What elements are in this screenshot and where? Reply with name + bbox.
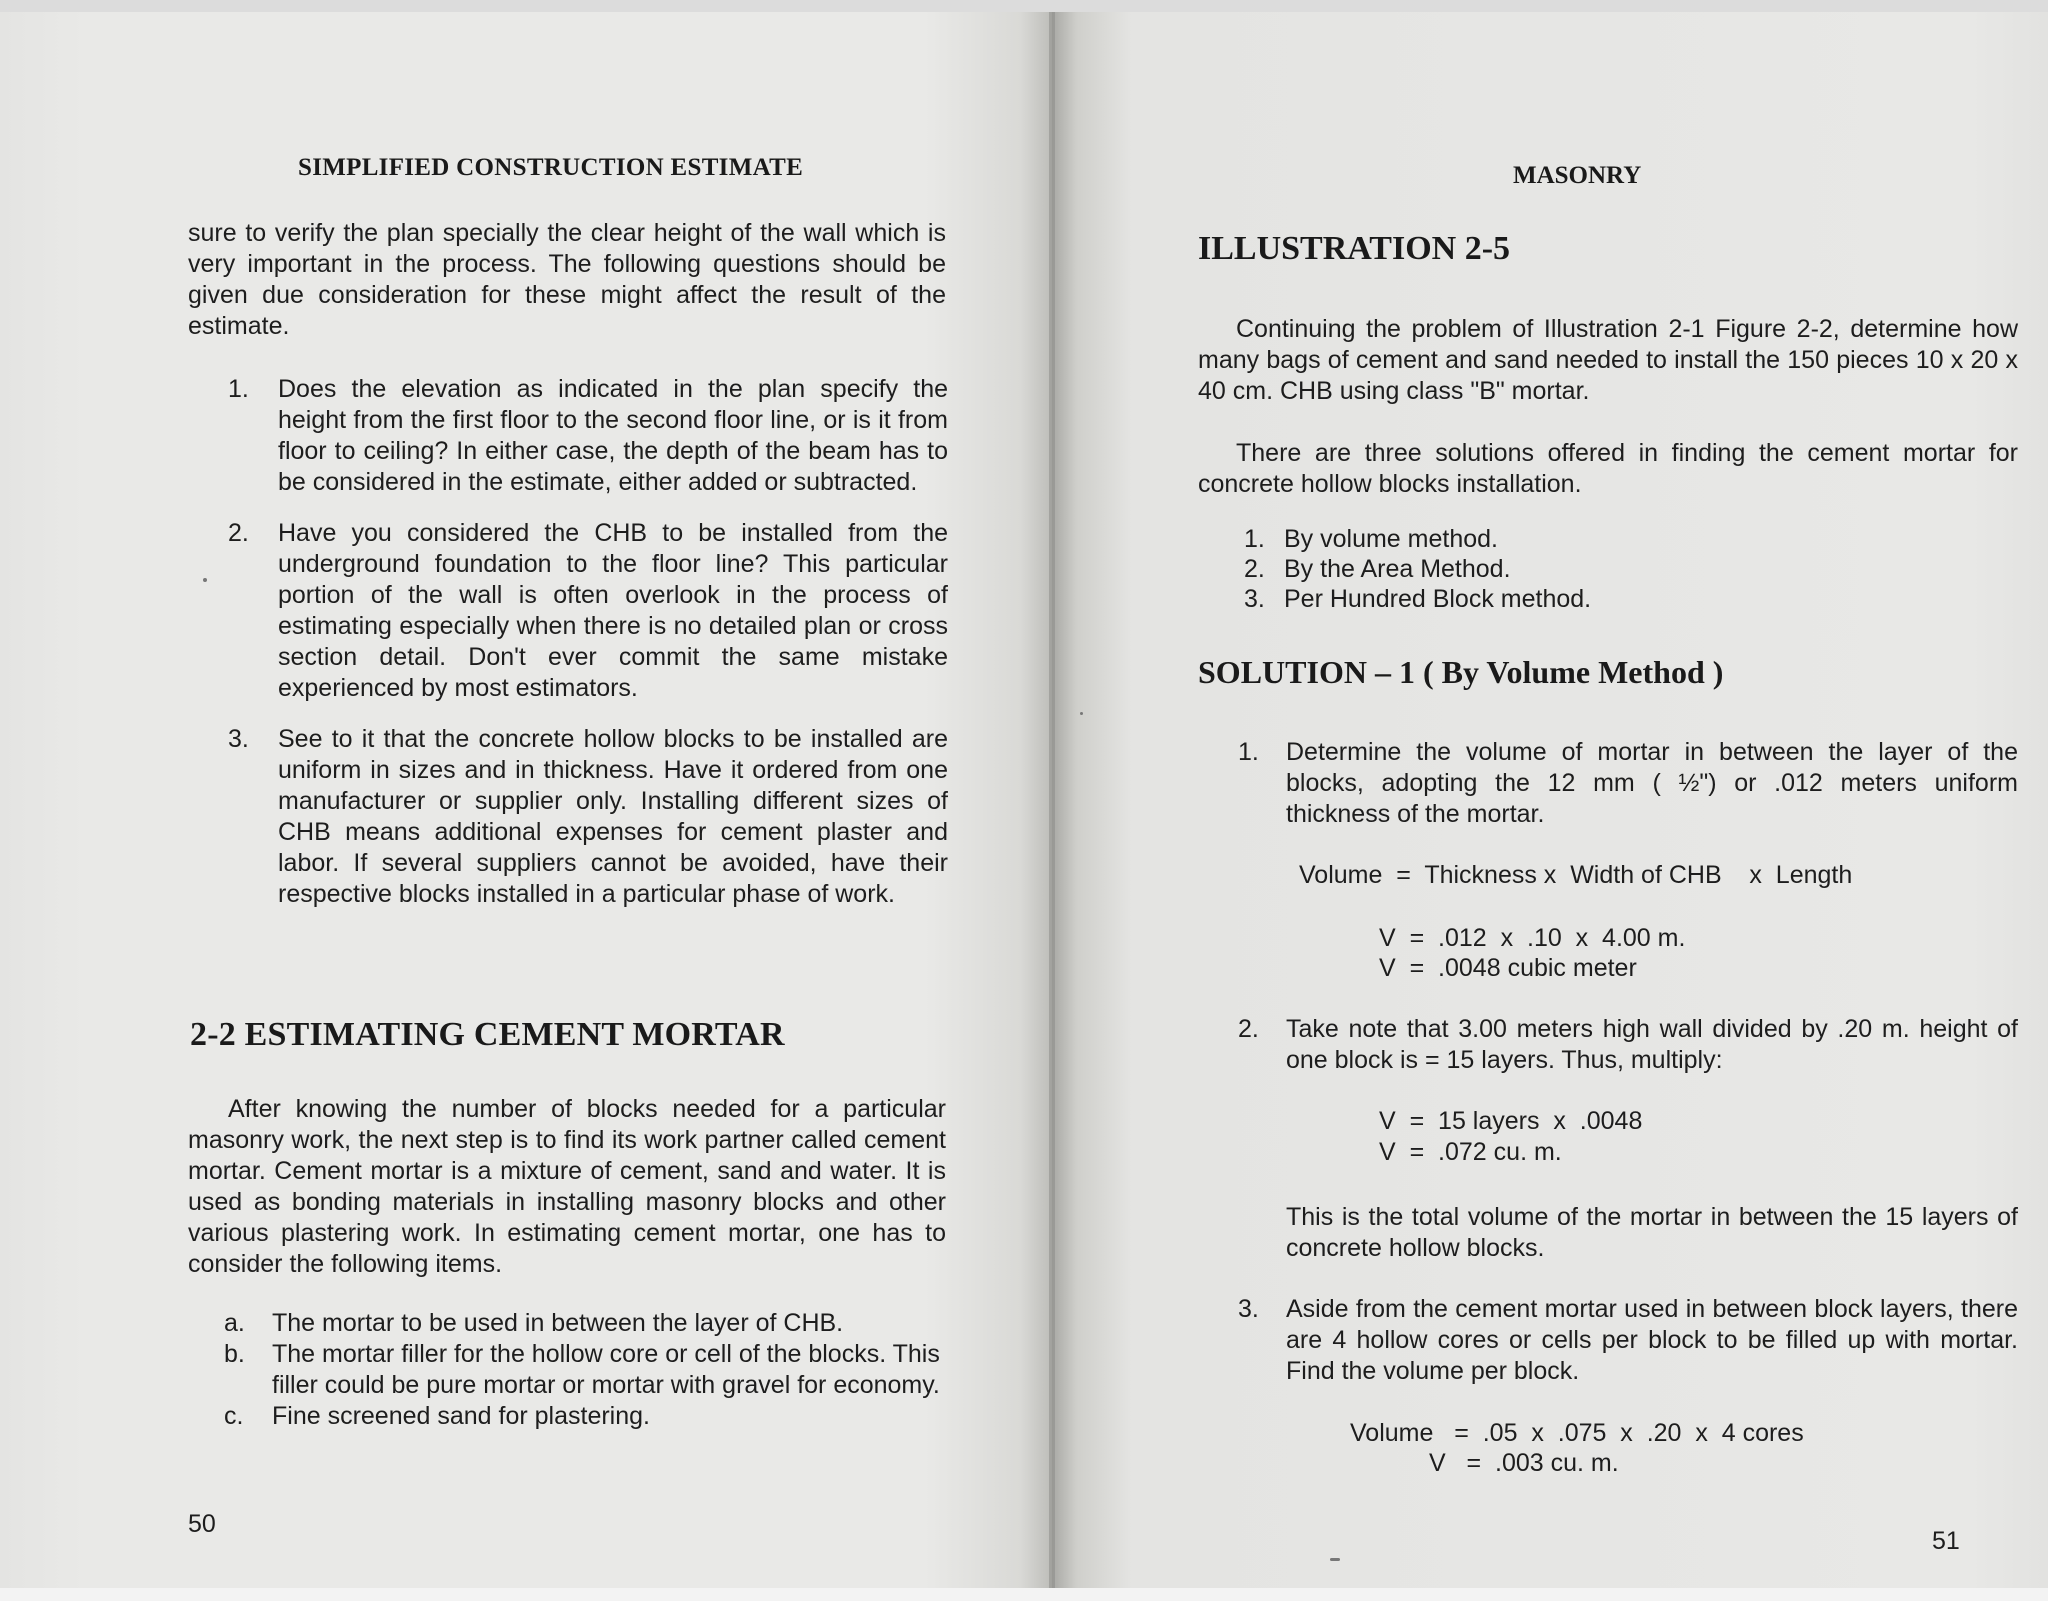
solution-step: [1198, 1014, 2018, 1076]
speck-mark: [1330, 1558, 1340, 1561]
scan-border: [0, 1588, 2048, 1601]
item-number: 3.: [228, 725, 249, 753]
solution-step: [1198, 737, 2018, 830]
solution-step: [1198, 1294, 2018, 1387]
list-item: [188, 724, 948, 910]
step-number: 3.: [1238, 1295, 1259, 1323]
mortar-paragraph: After knowing the number of blocks needed for a particular masonry work, the next step is to find its work partner called cement mortar. Cement mortar is a mixture of cement, sand and water. It is used as bonding materials in installing masonry blocks and other various plastering work. In estimating cement mortar, one has to consider the following items.: [188, 1095, 946, 1278]
formula-line: V = .072 cu. m.: [1379, 1138, 1562, 1166]
item-number: 2.: [1244, 555, 1265, 583]
item-number: 3.: [1244, 585, 1265, 613]
running-head: MASONRY: [1513, 162, 1642, 189]
list-item: [188, 1308, 948, 1339]
formula-line: V = .0048 cubic meter: [1379, 954, 1637, 982]
list-item: [1198, 554, 1591, 584]
solutions-intro: There are three solutions offered in finding the cement mortar for concrete hollow blocks installation.: [1198, 439, 2018, 498]
item-number: 1.: [228, 375, 249, 403]
speck-mark: [203, 578, 207, 582]
item-text: Does the elevation as indicated in the plan specify the height from the first floor to the second floor line, or is it from floor to ceiling? In either case, the depth of the beam has to be considered in the estimate, either added or subtracted.: [278, 375, 948, 496]
step-number: 2.: [1238, 1015, 1259, 1043]
list-item: [188, 374, 948, 498]
item-text: Per Hundred Block method.: [1284, 585, 1592, 613]
item-text: By volume method.: [1284, 525, 1498, 553]
item-text: Have you considered the CHB to be installed from the underground foundation to the floor line? This particular portion of the wall is often overlook in the process of estimating especially when there is no detailed plan or cross section detail. Don't ever commit the same mistake experienced by most estimators.: [278, 519, 948, 702]
list-item: [188, 518, 948, 704]
formula-line: V = .012 x .10 x 4.00 m.: [1379, 924, 1686, 952]
step-number: 1.: [1238, 738, 1259, 766]
page-number: 51: [1932, 1527, 1960, 1555]
step-text: Determine the volume of mortar in between the layer of the blocks, adopting the 12 mm ( ½") or .012 meters uniform thickness of the mortar.: [1286, 738, 2018, 828]
formula-line: V = 15 layers x .0048: [1379, 1107, 1643, 1135]
page-number: 50: [188, 1510, 216, 1538]
formula-line: Volume = .05 x .075 x .20 x 4 cores: [1350, 1419, 1804, 1447]
step-text: Aside from the cement mortar used in between block layers, there are 4 hollow cores or cells per block to be filled up with mortar. Find the volume per block.: [1286, 1295, 2018, 1385]
item-text: The mortar to be used in between the layer of CHB.: [272, 1309, 844, 1337]
book-gutter: [1049, 12, 1055, 1588]
intro-paragraph: sure to verify the plan specially the clear height of the wall which is very important in the process. The following questions should be given due consideration for these might affect the result of the estimate.: [188, 219, 946, 340]
item-text: The mortar filler for the hollow core or cell of the blocks. This filler could be pure mortar or mortar with gravel for economy.: [272, 1340, 940, 1399]
item-letter: c.: [224, 1402, 244, 1430]
formula-line: V = .003 cu. m.: [1429, 1449, 1619, 1477]
list-item: [1198, 584, 1591, 614]
illustration-title: ILLUSTRATION 2-5: [1198, 230, 1511, 267]
left-page: [0, 12, 1052, 1588]
total-note: This is the total volume of the mortar in between the 15 layers of concrete hollow blocks.: [1286, 1203, 2018, 1262]
right-page: [1052, 12, 2048, 1588]
list-item: [1198, 524, 1591, 554]
item-number: 1.: [1244, 525, 1265, 553]
item-letter: b.: [224, 1340, 245, 1368]
section-title: 2-2 ESTIMATING CEMENT MORTAR: [190, 1016, 785, 1053]
item-letter: a.: [224, 1309, 245, 1337]
solution-title: SOLUTION – 1 ( By Volume Method ): [1198, 654, 1724, 690]
list-item: [188, 1401, 948, 1432]
item-text: By the Area Method.: [1284, 555, 1511, 583]
item-text: Fine screened sand for plastering.: [272, 1402, 650, 1430]
formula-line: Volume = Thickness x Width of CHB x Length: [1299, 861, 1853, 889]
question-list: [188, 374, 948, 930]
illustration-paragraph: Continuing the problem of Illustration 2-1 Figure 2-2, determine how many bags of cement and sand needed to install the 150 pieces 10 x 20 x 40 cm. CHB using class "B" mortar.: [1198, 315, 2018, 405]
running-head: SIMPLIFIED CONSTRUCTION ESTIMATE: [298, 154, 804, 181]
items-list: [188, 1308, 948, 1432]
step-text: Take note that 3.00 meters high wall divided by .20 m. height of one block is = 15 layers. Thus, multiply:: [1286, 1015, 2018, 1074]
methods-list: [1198, 524, 1591, 614]
item-number: 2.: [228, 519, 249, 547]
speck-mark: [1080, 712, 1083, 715]
item-text: See to it that the concrete hollow blocks to be installed are uniform in sizes and in thickness. Have it ordered from one manufacturer or supplier only. Installing different sizes of CHB means additional expenses for cement plaster and labor. If several suppliers cannot be avoided, have their respective blocks installed in a particular phase of work.: [278, 725, 948, 908]
list-item: [188, 1339, 948, 1401]
